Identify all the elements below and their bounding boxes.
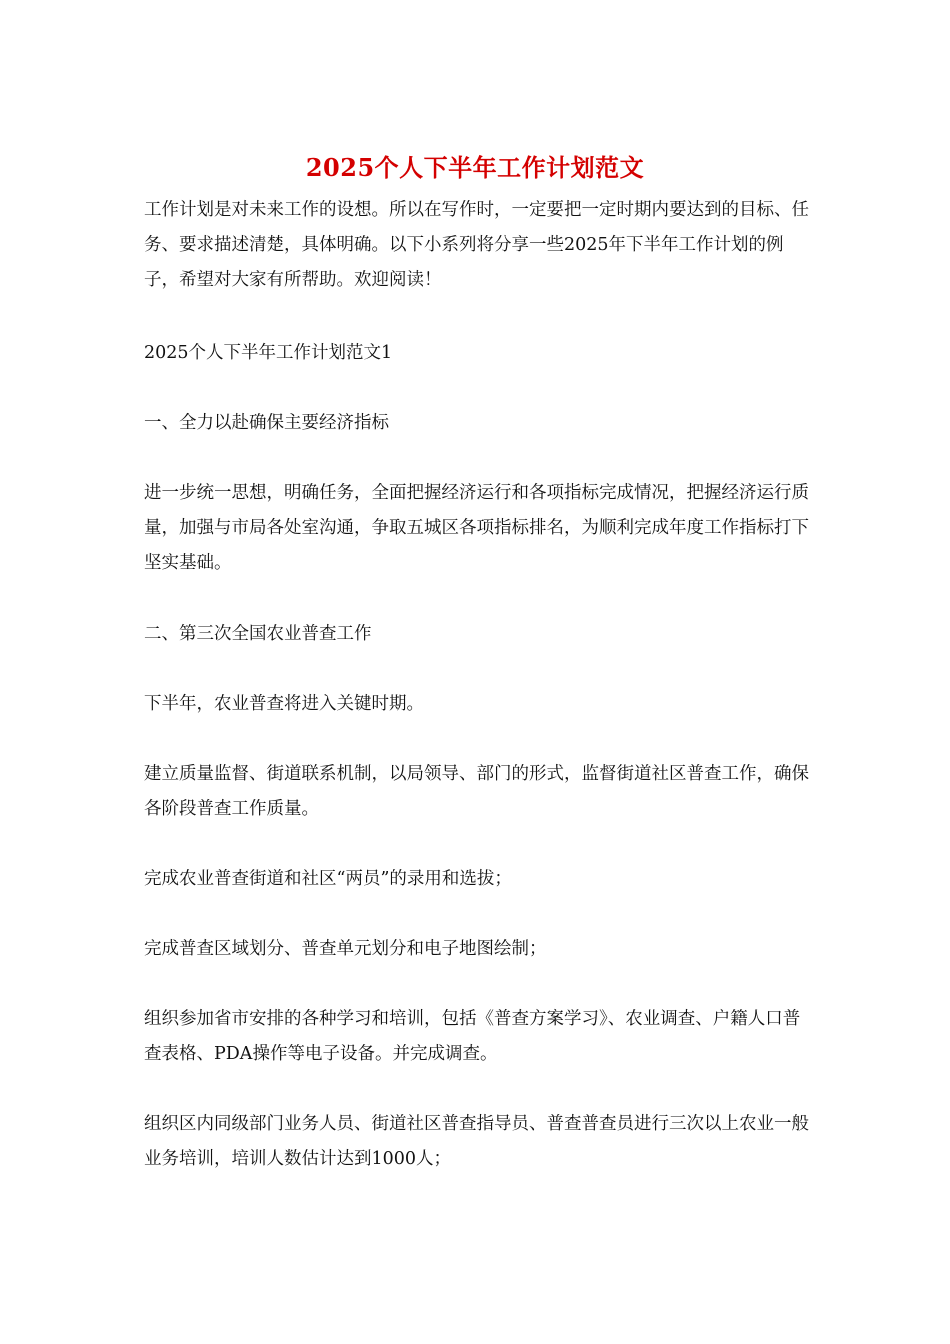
section-heading-agricultural-census: 二、第三次全国农业普查工作 (144, 624, 372, 644)
census-intro-paragraph: 下半年，农业普查将进入关键时期。 (144, 694, 424, 714)
economic-indicators-paragraph: 进一步统一思想，明确任务，全面把握经济运行和各项指标完成情况，把握经济运行质量，加强与市局各处室沟通，争取五城区各项指标排名，为顺利完成年度工作指标打下坚实基础。 (144, 483, 809, 573)
quality-supervision-paragraph: 建立质量监督、街道联系机制，以局领导、部门的形式，监督街道社区普查工作，确保各阶段普查工作质量。 (144, 764, 809, 819)
staff-selection-paragraph: 完成农业普查街道和社区“两员”的录用和选拔； (144, 869, 512, 889)
section-heading-plan-1: 2025个人下半年工作计划范文1 (144, 343, 393, 363)
area-division-paragraph: 完成普查区域划分、普查单元划分和电子地图绘制； (144, 939, 547, 959)
business-training-paragraph: 组织区内同级部门业务人员、街道社区普查指导员、普查普查员进行三次以上农业一般业务培训，培训人数估计达到1000人； (144, 1114, 809, 1169)
intro-paragraph: 工作计划是对未来工作的设想。所以在写作时，一定要把一定时期内要达到的目标、任务、要求描述清楚，具体明确。以下小系列将分享一些2025年下半年工作计划的例子，希望对大家有所帮助。欢迎阅读！ (144, 200, 809, 290)
training-paragraph: 组织参加省市安排的各种学习和培训，包括《普查方案学习》、农业调查、户籍人口普查表格、PDA操作等电子设备。并完成调查。 (144, 1009, 801, 1064)
section-heading-economic-indicators: 一、全力以赴确保主要经济指标 (144, 413, 389, 433)
document-title: 2025个人下半年工作计划范文 (305, 153, 645, 182)
